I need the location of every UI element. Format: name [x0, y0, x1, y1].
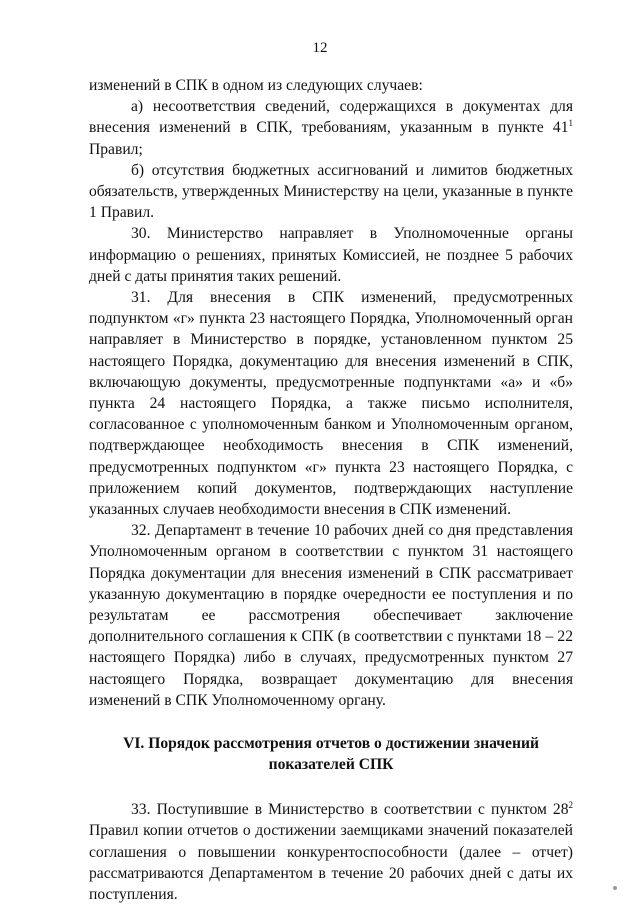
footnote-superscript-2: 2 [568, 800, 573, 811]
paragraph-33-rest: Правил копии отчетов о достижении заемщиками значений показателей соглашения о повышении конкурентоспособности (далее – отчет) рассматриваются Департаментом в течение 20 рабочих дней с даты их поступления. [89, 822, 573, 903]
paragraph-item-a-text: а) несоответствия сведений, содержащихся в документах для внесения изменений в СПК, требованиям, указанным в пункте 41 [89, 98, 573, 137]
scan-speck [613, 886, 617, 890]
paragraph-item-a [89, 96, 573, 160]
paragraph-31: 31. Для внесения в СПК изменений, предусмотренных подпунктом «г» пункта 23 настоящего Порядка, Уполномоченный орган направляет в Министерство в порядке, установленном пунктом 25 настоящего Порядка, документацию для внесения изменений в СПК, включающую документы, предусмотренные подпунктами «а» и «б» пункта 24 настоящего Порядка, а также письмо исполнителя, согласованное с уполномоченным банком и Уполномоченным органом, подтверждающее необходимость внесения в СПК изменений, предусмотренных подпунктом «г» пункта 23 настоящего Порядка, с приложением копий документов, подтверждающих наступление указанных случаев необходимости внесения в СПК изменений. [89, 289, 573, 519]
paragraph-item-a-end: Правил; [89, 140, 143, 158]
section-heading [89, 733, 573, 775]
section-heading-line-1: VI. Порядок рассмотрения отчетов о достижении значений [123, 735, 539, 753]
paragraph-item-b: б) отсутствия бюджетных ассигнований и лимитов бюджетных обязательств, утвержденных Министерству на цели, указанные в пункте 1 Правил. [89, 161, 573, 222]
paragraph-continuation: изменений в СПК в одном из следующих случаев: [89, 77, 423, 94]
paragraph-30: 30. Министерство направляет в Уполномоченные органы информацию о решениях, принятых Комиссией, не позднее 5 рабочих дней с даты принятия таких решений. [89, 225, 573, 285]
footnote-superscript: 1 [568, 118, 573, 129]
document-body [89, 75, 573, 905]
paragraph-32: 32. Департамент в течение 10 рабочих дней со дня представления Уполномоченным органом в соответствии с пунктом 31 настоящего Порядка документации для внесения изменений в СПК рассматривает указанную документацию в порядке очередности ее поступления и по результатам ее рассмотрения обеспечивает заключение дополнительного соглашения к СПК (в соответствии с пунктами 18 – 22 настоящего Порядка) либо в случаях, предусмотренных пунктом 27 настоящего Порядка, возвращает документацию для внесения изменений в СПК Уполномоченному органу. [89, 522, 573, 709]
paragraph-33-text: 33. Поступившие в Министерство в соответствии с пунктом 28 [131, 801, 569, 819]
section-heading-line-2: показателей СПК [268, 756, 394, 774]
paragraph-33 [89, 799, 573, 905]
page-number: 12 [312, 40, 328, 56]
